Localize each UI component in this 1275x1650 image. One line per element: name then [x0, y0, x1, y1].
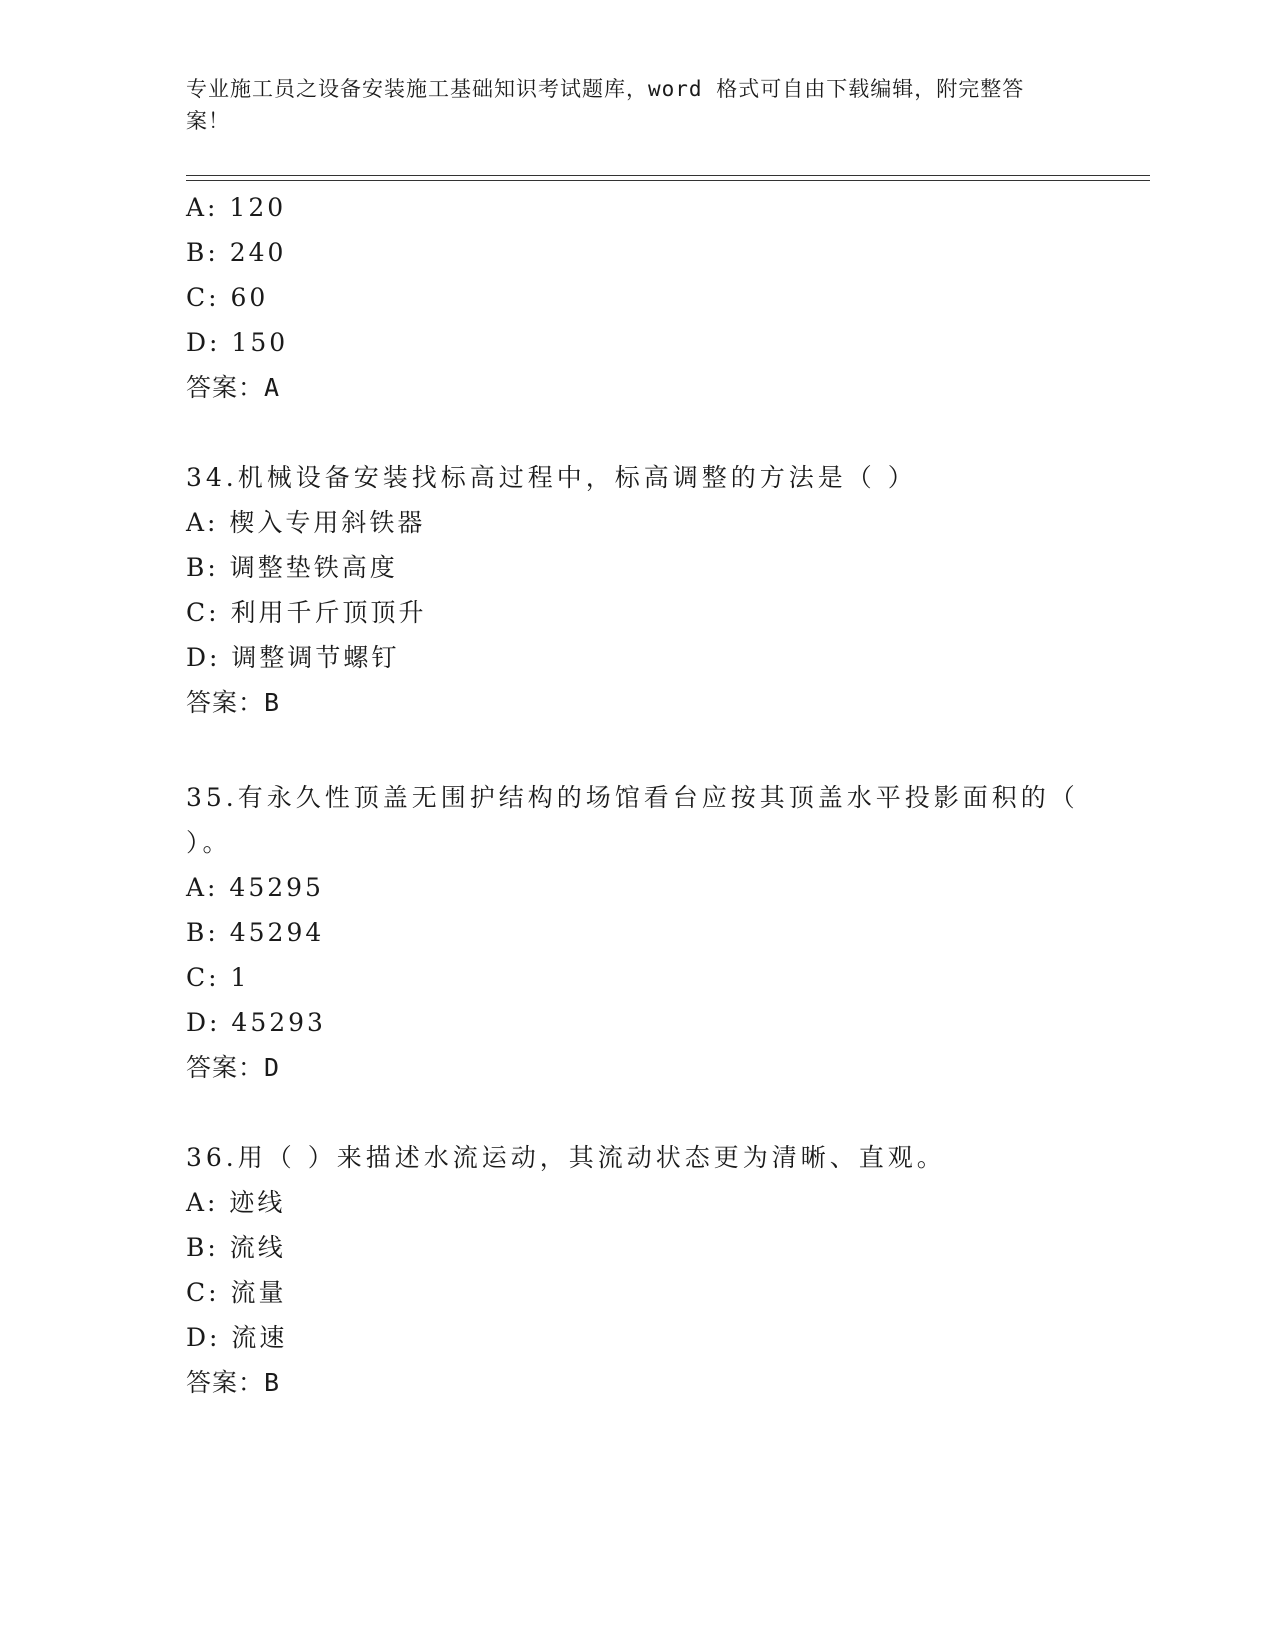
answer-label: 答案： — [186, 1368, 265, 1397]
option-b: B: 45294 — [186, 918, 325, 947]
answer-value: B — [264, 1368, 281, 1397]
header-divider-top — [186, 175, 1150, 176]
question-35: 35.有永久性顶盖无围护结构的场馆看台应按其顶盖水平投影面积的（ ）。 — [186, 783, 1079, 857]
option-c: C: 利用千斤顶顶升 — [186, 598, 427, 627]
option-c: C: 60 — [186, 283, 269, 312]
answer-label: 答案： — [186, 373, 265, 402]
option-d: D: 45293 — [186, 1008, 326, 1037]
answer-line — [186, 1053, 280, 1083]
answer-line — [186, 688, 280, 718]
option-b: B: 240 — [186, 238, 287, 267]
option-b: B: 流线 — [186, 1233, 286, 1262]
answer-value: B — [264, 688, 281, 717]
answer-line — [186, 1368, 280, 1398]
option-d: D: 150 — [186, 328, 289, 357]
option-d: D: 流速 — [186, 1323, 288, 1352]
option-a: A: 120 — [186, 193, 287, 222]
option-c: C: 1 — [186, 963, 250, 992]
option-c: C: 流量 — [186, 1278, 287, 1307]
answer-value: A — [264, 373, 281, 402]
option-a: A: 45295 — [186, 873, 324, 902]
option-d: D: 调整调节螺钉 — [186, 643, 400, 672]
option-a: A: 迹线 — [186, 1188, 286, 1217]
answer-value: D — [264, 1053, 281, 1082]
option-a: A: 楔入专用斜铁器 — [186, 508, 426, 537]
answer-label: 答案： — [186, 688, 265, 717]
answer-label: 答案： — [186, 1053, 265, 1082]
question-34: 34.机械设备安装找标高过程中，标高调整的方法是（ ） — [186, 463, 917, 492]
answer-line — [186, 373, 280, 403]
document-header: 专业施工员之设备安装施工基础知识考试题库，word 格式可自由下载编辑，附完整答案！ — [186, 77, 1025, 133]
question-36: 36.用（ ）来描述水流运动，其流动状态更为清晰、直观。 — [186, 1143, 946, 1172]
header-divider-bottom — [186, 180, 1150, 181]
option-b: B: 调整垫铁高度 — [186, 553, 398, 582]
